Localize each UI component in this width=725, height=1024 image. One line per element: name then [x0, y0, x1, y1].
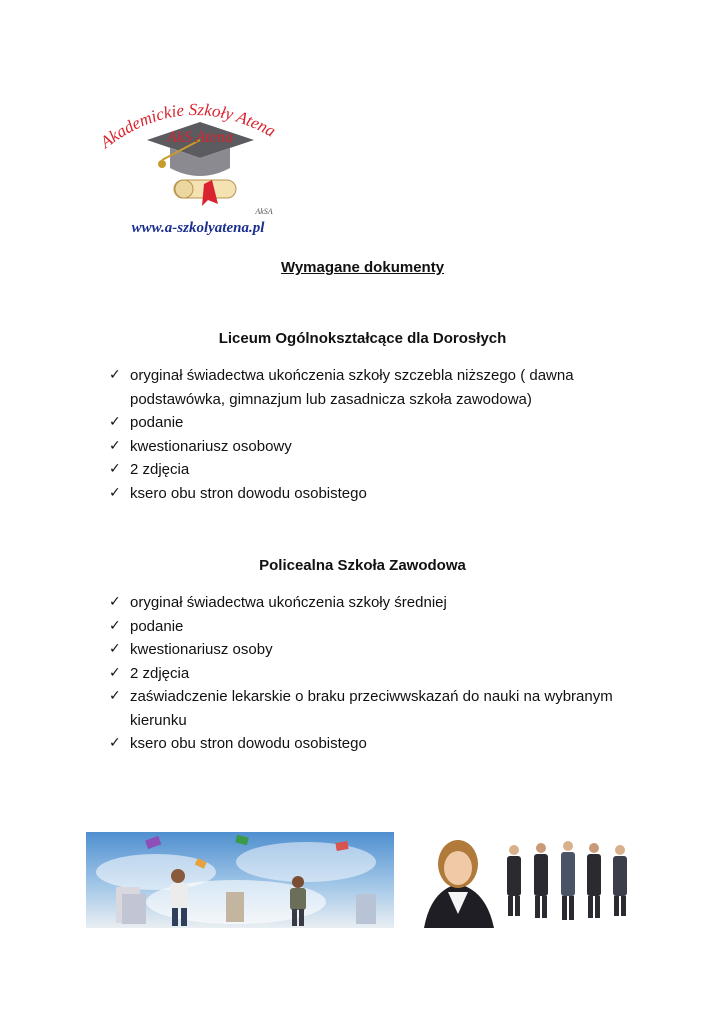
list-item-text: 2 zdjęcia — [130, 461, 190, 478]
list-item-text: ksero obu stron dowodu osobistego — [130, 735, 367, 752]
list-item — [109, 411, 649, 435]
list-item — [109, 458, 649, 482]
students-books-photo — [86, 832, 394, 928]
list-item — [109, 615, 649, 639]
list-item — [109, 638, 649, 662]
list-item — [109, 591, 649, 615]
footer-banner — [86, 832, 641, 928]
list-item — [109, 364, 649, 411]
diploma-icon — [174, 180, 236, 206]
checkmark-icon: ✓ — [109, 484, 121, 501]
list-item-text: kwestionariusz osoby — [130, 641, 273, 658]
list-item — [109, 685, 649, 732]
checkmark-icon: ✓ — [109, 594, 121, 610]
checkmark-icon: ✓ — [109, 437, 121, 454]
documents-list-liceum — [109, 364, 649, 505]
logo-arc-text: Akademickie Szkoły Atena — [96, 99, 279, 152]
logo-center-text: AkS Atena — [167, 129, 233, 146]
list-item — [109, 482, 649, 506]
list-item — [109, 732, 649, 756]
list-item-text: podanie — [130, 414, 184, 431]
list-item-text: ksero obu stron dowodu osobistego — [130, 484, 367, 502]
checkmark-icon: ✓ — [109, 414, 121, 430]
checkmark-icon: ✓ — [109, 664, 121, 681]
list-item-text: 2 zdjęcia — [130, 664, 190, 682]
logo-url-text: www.a-szkolyatena.pl — [131, 220, 265, 236]
list-item — [109, 662, 649, 686]
section-heading-liceum: Liceum Ogólnokształcące dla Dorosłych — [218, 330, 507, 347]
list-item-text: oryginał świadectwa ukończenia szkoły szczebla niższego ( dawna podstawówka, gimnazjum lub zasadnicza szkoła zawodowa) — [130, 367, 574, 408]
footer-banner-graphic — [86, 832, 641, 928]
checkmark-icon: ✓ — [109, 641, 121, 657]
documents-list-policealna — [109, 591, 649, 756]
list-item-text: kwestionariusz osobowy — [130, 437, 292, 455]
business-people-photo — [420, 832, 641, 928]
checkmark-icon: ✓ — [109, 461, 121, 477]
page-title: Wymagane dokumenty — [280, 259, 445, 276]
section-heading-policealna: Policealna Szkoła Zawodowa — [259, 557, 466, 574]
logo-small-text: AkSA — [255, 207, 273, 216]
checkmark-icon: ✓ — [109, 735, 121, 751]
checkmark-icon: ✓ — [109, 367, 121, 383]
checkmark-icon: ✓ — [109, 617, 121, 634]
list-item-text: zaświadczenie lekarskie o braku przeciwwskazań do nauki na wybranym kierunku — [130, 688, 613, 729]
checkmark-icon: ✓ — [109, 688, 121, 704]
school-logo — [92, 88, 304, 238]
list-item — [109, 435, 649, 459]
list-item-text: oryginał świadectwa ukończenia szkoły średniej — [130, 594, 447, 611]
logo-graphic — [92, 88, 304, 238]
list-item-text: podanie — [130, 617, 184, 635]
